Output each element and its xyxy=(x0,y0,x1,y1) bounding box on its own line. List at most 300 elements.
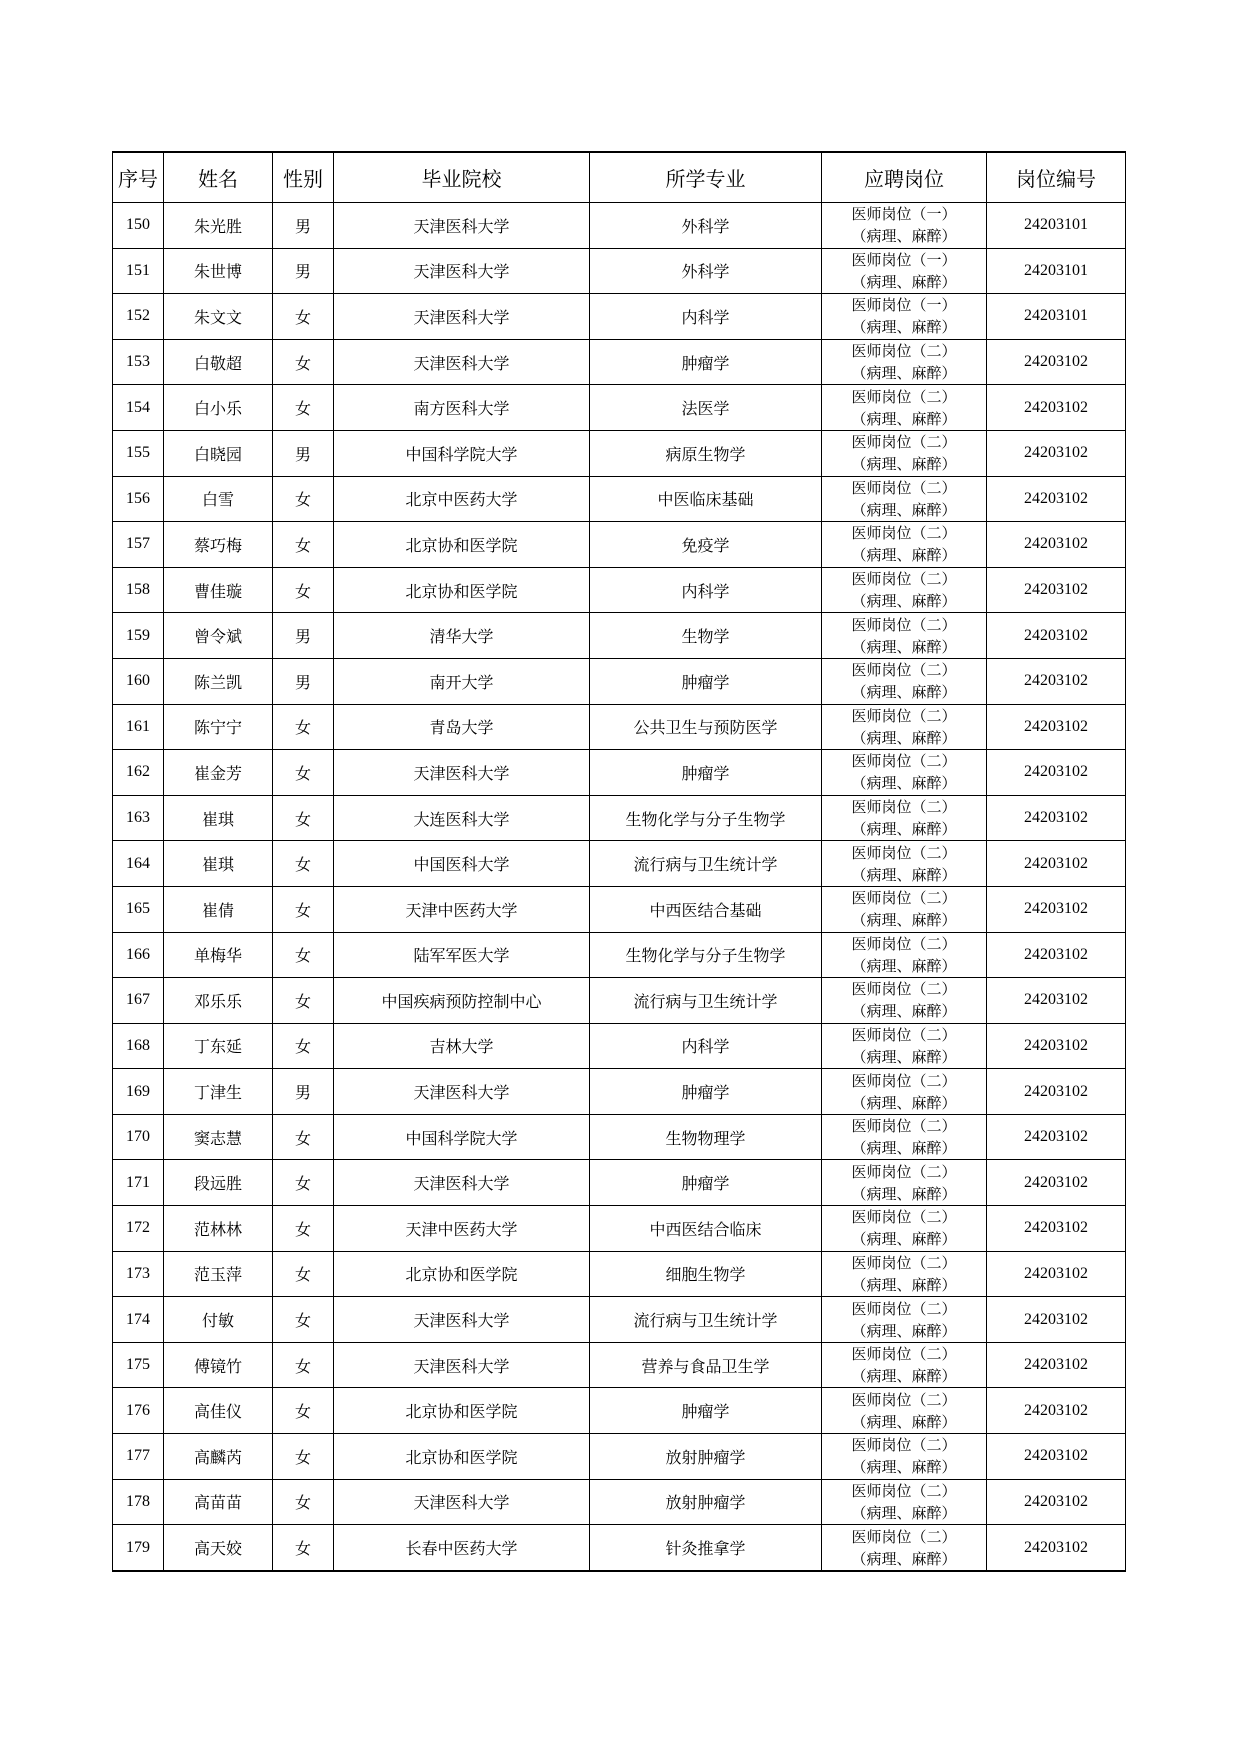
cell-position-code: 24203102 xyxy=(987,385,1126,431)
position-line-2: （病理、麻醉） xyxy=(851,1549,957,1568)
table-row xyxy=(113,248,1126,294)
cell-school: 青岛大学 xyxy=(334,704,590,750)
cell-position-code: 24203102 xyxy=(987,658,1126,704)
cell-gender: 男 xyxy=(273,1069,334,1115)
position-line-1: 医师岗位（二） xyxy=(851,661,957,680)
cell-gender: 女 xyxy=(273,522,334,568)
position-line-1: 医师岗位（二） xyxy=(851,1527,957,1546)
cell-school: 长春中医药大学 xyxy=(334,1525,590,1571)
position-line-1: 医师岗位（二） xyxy=(851,478,957,497)
table-row xyxy=(113,1297,1126,1343)
roster-table xyxy=(112,151,1126,1572)
position-line-2: （病理、麻醉） xyxy=(851,956,957,975)
table-row xyxy=(113,1479,1126,1525)
position-line-2: （病理、麻醉） xyxy=(851,546,957,565)
cell-major: 细胞生物学 xyxy=(590,1251,822,1297)
position-line-1: 医师岗位（二） xyxy=(851,342,957,361)
cell-index: 151 xyxy=(113,248,164,294)
cell-position-code: 24203101 xyxy=(987,248,1126,294)
position-line-2: （病理、麻醉） xyxy=(851,1321,957,1340)
header-gender: 性别 xyxy=(273,152,334,203)
position-line-2: （病理、麻醉） xyxy=(851,1139,957,1158)
cell-position-code: 24203102 xyxy=(987,522,1126,568)
cell-major: 肿瘤学 xyxy=(590,750,822,796)
position-line-1: 医师岗位（二） xyxy=(851,1071,957,1090)
table-row xyxy=(113,1023,1126,1069)
cell-gender: 女 xyxy=(273,750,334,796)
cell-name: 陈兰凯 xyxy=(164,658,273,704)
cell-gender: 女 xyxy=(273,1206,334,1252)
cell-name: 曾令斌 xyxy=(164,613,273,659)
cell-school: 天津医科大学 xyxy=(334,339,590,385)
cell-name: 高佳仪 xyxy=(164,1388,273,1434)
table-row xyxy=(113,704,1126,750)
cell-index: 179 xyxy=(113,1525,164,1571)
position-line-1: 医师岗位（二） xyxy=(851,433,957,452)
cell-major: 中医临床基础 xyxy=(590,476,822,522)
cell-index: 164 xyxy=(113,841,164,887)
cell-school: 天津医科大学 xyxy=(334,750,590,796)
cell-position xyxy=(822,978,987,1024)
position-line-2: （病理、麻醉） xyxy=(851,911,957,930)
position-line-2: （病理、麻醉） xyxy=(851,1002,957,1021)
cell-major: 放射肿瘤学 xyxy=(590,1479,822,1525)
cell-name: 曹佳璇 xyxy=(164,567,273,613)
table-row xyxy=(113,886,1126,932)
cell-name: 付敏 xyxy=(164,1297,273,1343)
cell-school: 中国科学院大学 xyxy=(334,1114,590,1160)
cell-school: 天津医科大学 xyxy=(334,1297,590,1343)
cell-position-code: 24203102 xyxy=(987,339,1126,385)
cell-school: 大连医科大学 xyxy=(334,795,590,841)
cell-major: 针灸推拿学 xyxy=(590,1525,822,1571)
cell-school: 天津中医药大学 xyxy=(334,886,590,932)
cell-index: 162 xyxy=(113,750,164,796)
cell-position-code: 24203102 xyxy=(987,750,1126,796)
table-row xyxy=(113,613,1126,659)
table-row xyxy=(113,978,1126,1024)
cell-index: 153 xyxy=(113,339,164,385)
cell-position-code: 24203102 xyxy=(987,1206,1126,1252)
cell-index: 152 xyxy=(113,294,164,340)
cell-major: 肿瘤学 xyxy=(590,339,822,385)
cell-school: 天津医科大学 xyxy=(334,1342,590,1388)
header-school: 毕业院校 xyxy=(334,152,590,203)
cell-major: 流行病与卫生统计学 xyxy=(590,1297,822,1343)
cell-position xyxy=(822,795,987,841)
cell-name: 丁东延 xyxy=(164,1023,273,1069)
cell-school: 北京协和医学院 xyxy=(334,567,590,613)
table-row xyxy=(113,476,1126,522)
cell-position-code: 24203102 xyxy=(987,978,1126,1024)
position-line-2: （病理、麻醉） xyxy=(851,1275,957,1294)
position-line-2: （病理、麻醉） xyxy=(851,683,957,702)
cell-position-code: 24203102 xyxy=(987,704,1126,750)
table-row xyxy=(113,1206,1126,1252)
position-line-1: 医师岗位（二） xyxy=(851,798,957,817)
cell-index: 158 xyxy=(113,567,164,613)
cell-major: 放射肿瘤学 xyxy=(590,1434,822,1480)
cell-gender: 女 xyxy=(273,1297,334,1343)
cell-position-code: 24203102 xyxy=(987,567,1126,613)
position-line-2: （病理、麻醉） xyxy=(851,227,957,246)
position-line-2: （病理、麻醉） xyxy=(851,637,957,656)
cell-major: 内科学 xyxy=(590,294,822,340)
cell-position-code: 24203102 xyxy=(987,1114,1126,1160)
cell-major: 流行病与卫生统计学 xyxy=(590,978,822,1024)
cell-school: 北京协和医学院 xyxy=(334,522,590,568)
cell-index: 171 xyxy=(113,1160,164,1206)
cell-name: 白小乐 xyxy=(164,385,273,431)
cell-index: 156 xyxy=(113,476,164,522)
cell-school: 吉林大学 xyxy=(334,1023,590,1069)
cell-name: 窦志慧 xyxy=(164,1114,273,1160)
cell-name: 傅镜竹 xyxy=(164,1342,273,1388)
cell-name: 邓乐乐 xyxy=(164,978,273,1024)
cell-position-code: 24203102 xyxy=(987,1160,1126,1206)
cell-gender: 男 xyxy=(273,430,334,476)
position-line-1: 医师岗位（二） xyxy=(851,1345,957,1364)
cell-major: 内科学 xyxy=(590,567,822,613)
cell-position-code: 24203102 xyxy=(987,1297,1126,1343)
cell-position xyxy=(822,1206,987,1252)
table-row xyxy=(113,522,1126,568)
position-line-1: 医师岗位（二） xyxy=(851,615,957,634)
cell-index: 167 xyxy=(113,978,164,1024)
cell-index: 160 xyxy=(113,658,164,704)
cell-index: 161 xyxy=(113,704,164,750)
table-row xyxy=(113,203,1126,249)
position-line-1: 医师岗位（二） xyxy=(851,524,957,543)
cell-position xyxy=(822,567,987,613)
cell-name: 范林林 xyxy=(164,1206,273,1252)
position-line-2: （病理、麻醉） xyxy=(851,272,957,291)
cell-index: 155 xyxy=(113,430,164,476)
cell-major: 肿瘤学 xyxy=(590,1069,822,1115)
header-name: 姓名 xyxy=(164,152,273,203)
cell-position xyxy=(822,1479,987,1525)
cell-index: 166 xyxy=(113,932,164,978)
cell-school: 天津中医药大学 xyxy=(334,1206,590,1252)
cell-school: 天津医科大学 xyxy=(334,203,590,249)
cell-position xyxy=(822,658,987,704)
table-row xyxy=(113,1342,1126,1388)
cell-position-code: 24203102 xyxy=(987,1388,1126,1434)
position-line-1: 医师岗位（二） xyxy=(851,1481,957,1500)
table-row xyxy=(113,567,1126,613)
position-line-2: （病理、麻醉） xyxy=(851,1367,957,1386)
table-row xyxy=(113,294,1126,340)
cell-gender: 女 xyxy=(273,385,334,431)
position-line-2: （病理、麻醉） xyxy=(851,592,957,611)
position-line-1: 医师岗位（二） xyxy=(851,889,957,908)
cell-name: 高苗苗 xyxy=(164,1479,273,1525)
table-body xyxy=(113,203,1126,1571)
cell-name: 崔金芳 xyxy=(164,750,273,796)
cell-position xyxy=(822,704,987,750)
header-major: 所学专业 xyxy=(590,152,822,203)
cell-name: 朱光胜 xyxy=(164,203,273,249)
position-line-1: 医师岗位（二） xyxy=(851,1299,957,1318)
cell-position xyxy=(822,294,987,340)
cell-name: 白雪 xyxy=(164,476,273,522)
cell-index: 175 xyxy=(113,1342,164,1388)
cell-position xyxy=(822,750,987,796)
cell-name: 崔琪 xyxy=(164,795,273,841)
cell-major: 生物物理学 xyxy=(590,1114,822,1160)
header-position-code: 岗位编号 xyxy=(987,152,1126,203)
cell-index: 169 xyxy=(113,1069,164,1115)
cell-major: 肿瘤学 xyxy=(590,1388,822,1434)
cell-position-code: 24203102 xyxy=(987,1434,1126,1480)
cell-gender: 女 xyxy=(273,1114,334,1160)
cell-school: 中国医科大学 xyxy=(334,841,590,887)
cell-position xyxy=(822,203,987,249)
cell-school: 北京中医药大学 xyxy=(334,476,590,522)
cell-gender: 男 xyxy=(273,613,334,659)
header-index: 序号 xyxy=(113,152,164,203)
cell-position-code: 24203102 xyxy=(987,476,1126,522)
cell-index: 159 xyxy=(113,613,164,659)
cell-gender: 女 xyxy=(273,886,334,932)
cell-index: 168 xyxy=(113,1023,164,1069)
cell-position xyxy=(822,1023,987,1069)
cell-gender: 女 xyxy=(273,795,334,841)
cell-school: 天津医科大学 xyxy=(334,1069,590,1115)
cell-position-code: 24203102 xyxy=(987,795,1126,841)
position-line-2: （病理、麻醉） xyxy=(851,409,957,428)
cell-name: 陈宁宁 xyxy=(164,704,273,750)
cell-major: 生物化学与分子生物学 xyxy=(590,795,822,841)
cell-major: 外科学 xyxy=(590,248,822,294)
position-line-1: 医师岗位（二） xyxy=(851,843,957,862)
table-row xyxy=(113,430,1126,476)
cell-position xyxy=(822,430,987,476)
cell-gender: 女 xyxy=(273,339,334,385)
table-row xyxy=(113,1160,1126,1206)
cell-name: 段远胜 xyxy=(164,1160,273,1206)
cell-index: 157 xyxy=(113,522,164,568)
cell-school: 北京协和医学院 xyxy=(334,1388,590,1434)
cell-index: 150 xyxy=(113,203,164,249)
cell-position xyxy=(822,1525,987,1571)
table-row xyxy=(113,1388,1126,1434)
position-line-1: 医师岗位（二） xyxy=(851,1390,957,1409)
cell-gender: 女 xyxy=(273,1525,334,1571)
cell-position xyxy=(822,1251,987,1297)
cell-major: 营养与食品卫生学 xyxy=(590,1342,822,1388)
position-line-1: 医师岗位（二） xyxy=(851,1117,957,1136)
cell-major: 中西医结合基础 xyxy=(590,886,822,932)
position-line-2: （病理、麻醉） xyxy=(851,1093,957,1112)
position-line-2: （病理、麻醉） xyxy=(851,500,957,519)
cell-position xyxy=(822,476,987,522)
cell-index: 176 xyxy=(113,1388,164,1434)
table-row xyxy=(113,932,1126,978)
position-line-1: 医师岗位（二） xyxy=(851,934,957,953)
cell-school: 天津医科大学 xyxy=(334,1160,590,1206)
cell-major: 内科学 xyxy=(590,1023,822,1069)
table-row xyxy=(113,1525,1126,1571)
cell-name: 丁津生 xyxy=(164,1069,273,1115)
position-line-1: 医师岗位（一） xyxy=(851,250,957,269)
cell-position xyxy=(822,1160,987,1206)
cell-position xyxy=(822,1069,987,1115)
cell-name: 白敬超 xyxy=(164,339,273,385)
cell-gender: 女 xyxy=(273,1342,334,1388)
cell-position-code: 24203102 xyxy=(987,1251,1126,1297)
table-row xyxy=(113,1069,1126,1115)
cell-name: 崔琪 xyxy=(164,841,273,887)
cell-index: 170 xyxy=(113,1114,164,1160)
table-row xyxy=(113,385,1126,431)
position-line-1: 医师岗位（一） xyxy=(851,296,957,315)
cell-name: 单梅华 xyxy=(164,932,273,978)
position-line-2: （病理、麻醉） xyxy=(851,1184,957,1203)
cell-position xyxy=(822,522,987,568)
cell-position xyxy=(822,613,987,659)
position-line-2: （病理、麻醉） xyxy=(851,774,957,793)
cell-name: 朱文文 xyxy=(164,294,273,340)
position-line-1: 医师岗位（二） xyxy=(851,706,957,725)
cell-school: 天津医科大学 xyxy=(334,294,590,340)
cell-gender: 男 xyxy=(273,203,334,249)
cell-major: 外科学 xyxy=(590,203,822,249)
header-row xyxy=(113,152,1126,203)
cell-position-code: 24203102 xyxy=(987,430,1126,476)
position-line-1: 医师岗位（二） xyxy=(851,1253,957,1272)
cell-gender: 女 xyxy=(273,978,334,1024)
cell-gender: 女 xyxy=(273,841,334,887)
cell-gender: 女 xyxy=(273,1251,334,1297)
cell-index: 165 xyxy=(113,886,164,932)
cell-position xyxy=(822,1342,987,1388)
cell-position-code: 24203102 xyxy=(987,1479,1126,1525)
cell-index: 173 xyxy=(113,1251,164,1297)
cell-name: 高麟芮 xyxy=(164,1434,273,1480)
cell-position-code: 24203102 xyxy=(987,886,1126,932)
cell-major: 公共卫生与预防医学 xyxy=(590,704,822,750)
cell-position xyxy=(822,339,987,385)
cell-major: 法医学 xyxy=(590,385,822,431)
cell-gender: 女 xyxy=(273,704,334,750)
cell-major: 生物化学与分子生物学 xyxy=(590,932,822,978)
cell-position xyxy=(822,248,987,294)
cell-position xyxy=(822,886,987,932)
cell-gender: 男 xyxy=(273,658,334,704)
cell-school: 南方医科大学 xyxy=(334,385,590,431)
cell-name: 朱世博 xyxy=(164,248,273,294)
position-line-1: 医师岗位（二） xyxy=(851,570,957,589)
position-line-2: （病理、麻醉） xyxy=(851,455,957,474)
header-position: 应聘岗位 xyxy=(822,152,987,203)
cell-school: 清华大学 xyxy=(334,613,590,659)
cell-index: 174 xyxy=(113,1297,164,1343)
cell-position xyxy=(822,1388,987,1434)
cell-position-code: 24203101 xyxy=(987,203,1126,249)
cell-major: 免疫学 xyxy=(590,522,822,568)
cell-name: 蔡巧梅 xyxy=(164,522,273,568)
cell-major: 生物学 xyxy=(590,613,822,659)
cell-position xyxy=(822,1434,987,1480)
cell-position-code: 24203102 xyxy=(987,841,1126,887)
cell-position xyxy=(822,1297,987,1343)
cell-gender: 男 xyxy=(273,248,334,294)
position-line-1: 医师岗位（二） xyxy=(851,980,957,999)
cell-school: 中国科学院大学 xyxy=(334,430,590,476)
cell-gender: 女 xyxy=(273,1023,334,1069)
cell-position-code: 24203102 xyxy=(987,1525,1126,1571)
position-line-2: （病理、麻醉） xyxy=(851,364,957,383)
cell-major: 病原生物学 xyxy=(590,430,822,476)
position-line-1: 医师岗位（二） xyxy=(851,1162,957,1181)
position-line-2: （病理、麻醉） xyxy=(851,820,957,839)
cell-position xyxy=(822,385,987,431)
cell-school: 天津医科大学 xyxy=(334,1479,590,1525)
cell-gender: 女 xyxy=(273,476,334,522)
cell-school: 南开大学 xyxy=(334,658,590,704)
cell-index: 154 xyxy=(113,385,164,431)
position-line-1: 医师岗位（二） xyxy=(851,1025,957,1044)
cell-major: 肿瘤学 xyxy=(590,658,822,704)
position-line-1: 医师岗位（一） xyxy=(851,205,957,224)
position-line-1: 医师岗位（二） xyxy=(851,752,957,771)
cell-position xyxy=(822,1114,987,1160)
cell-school: 北京协和医学院 xyxy=(334,1251,590,1297)
position-line-2: （病理、麻醉） xyxy=(851,1458,957,1477)
cell-position xyxy=(822,932,987,978)
table-row xyxy=(113,1251,1126,1297)
position-line-2: （病理、麻醉） xyxy=(851,1412,957,1431)
table-row xyxy=(113,339,1126,385)
table-row xyxy=(113,658,1126,704)
position-line-2: （病理、麻醉） xyxy=(851,1230,957,1249)
position-line-1: 医师岗位（二） xyxy=(851,1208,957,1227)
position-line-2: （病理、麻醉） xyxy=(851,728,957,747)
cell-position-code: 24203102 xyxy=(987,932,1126,978)
cell-major: 肿瘤学 xyxy=(590,1160,822,1206)
cell-school: 陆军军医大学 xyxy=(334,932,590,978)
table-row xyxy=(113,841,1126,887)
table-row xyxy=(113,750,1126,796)
table-row xyxy=(113,795,1126,841)
cell-major: 中西医结合临床 xyxy=(590,1206,822,1252)
cell-name: 范玉萍 xyxy=(164,1251,273,1297)
cell-index: 172 xyxy=(113,1206,164,1252)
position-line-1: 医师岗位（二） xyxy=(851,387,957,406)
cell-gender: 女 xyxy=(273,1434,334,1480)
cell-position-code: 24203102 xyxy=(987,1023,1126,1069)
position-line-2: （病理、麻醉） xyxy=(851,1503,957,1522)
position-line-2: （病理、麻醉） xyxy=(851,865,957,884)
cell-index: 178 xyxy=(113,1479,164,1525)
table-row xyxy=(113,1114,1126,1160)
cell-position xyxy=(822,841,987,887)
cell-name: 崔倩 xyxy=(164,886,273,932)
cell-school: 中国疾病预防控制中心 xyxy=(334,978,590,1024)
position-line-2: （病理、麻醉） xyxy=(851,1047,957,1066)
cell-gender: 女 xyxy=(273,1479,334,1525)
table-row xyxy=(113,1434,1126,1480)
cell-index: 177 xyxy=(113,1434,164,1480)
cell-name: 白晓园 xyxy=(164,430,273,476)
cell-major: 流行病与卫生统计学 xyxy=(590,841,822,887)
position-line-1: 医师岗位（二） xyxy=(851,1436,957,1455)
position-line-2: （病理、麻醉） xyxy=(851,318,957,337)
cell-gender: 女 xyxy=(273,1160,334,1206)
cell-position-code: 24203102 xyxy=(987,613,1126,659)
cell-gender: 女 xyxy=(273,932,334,978)
